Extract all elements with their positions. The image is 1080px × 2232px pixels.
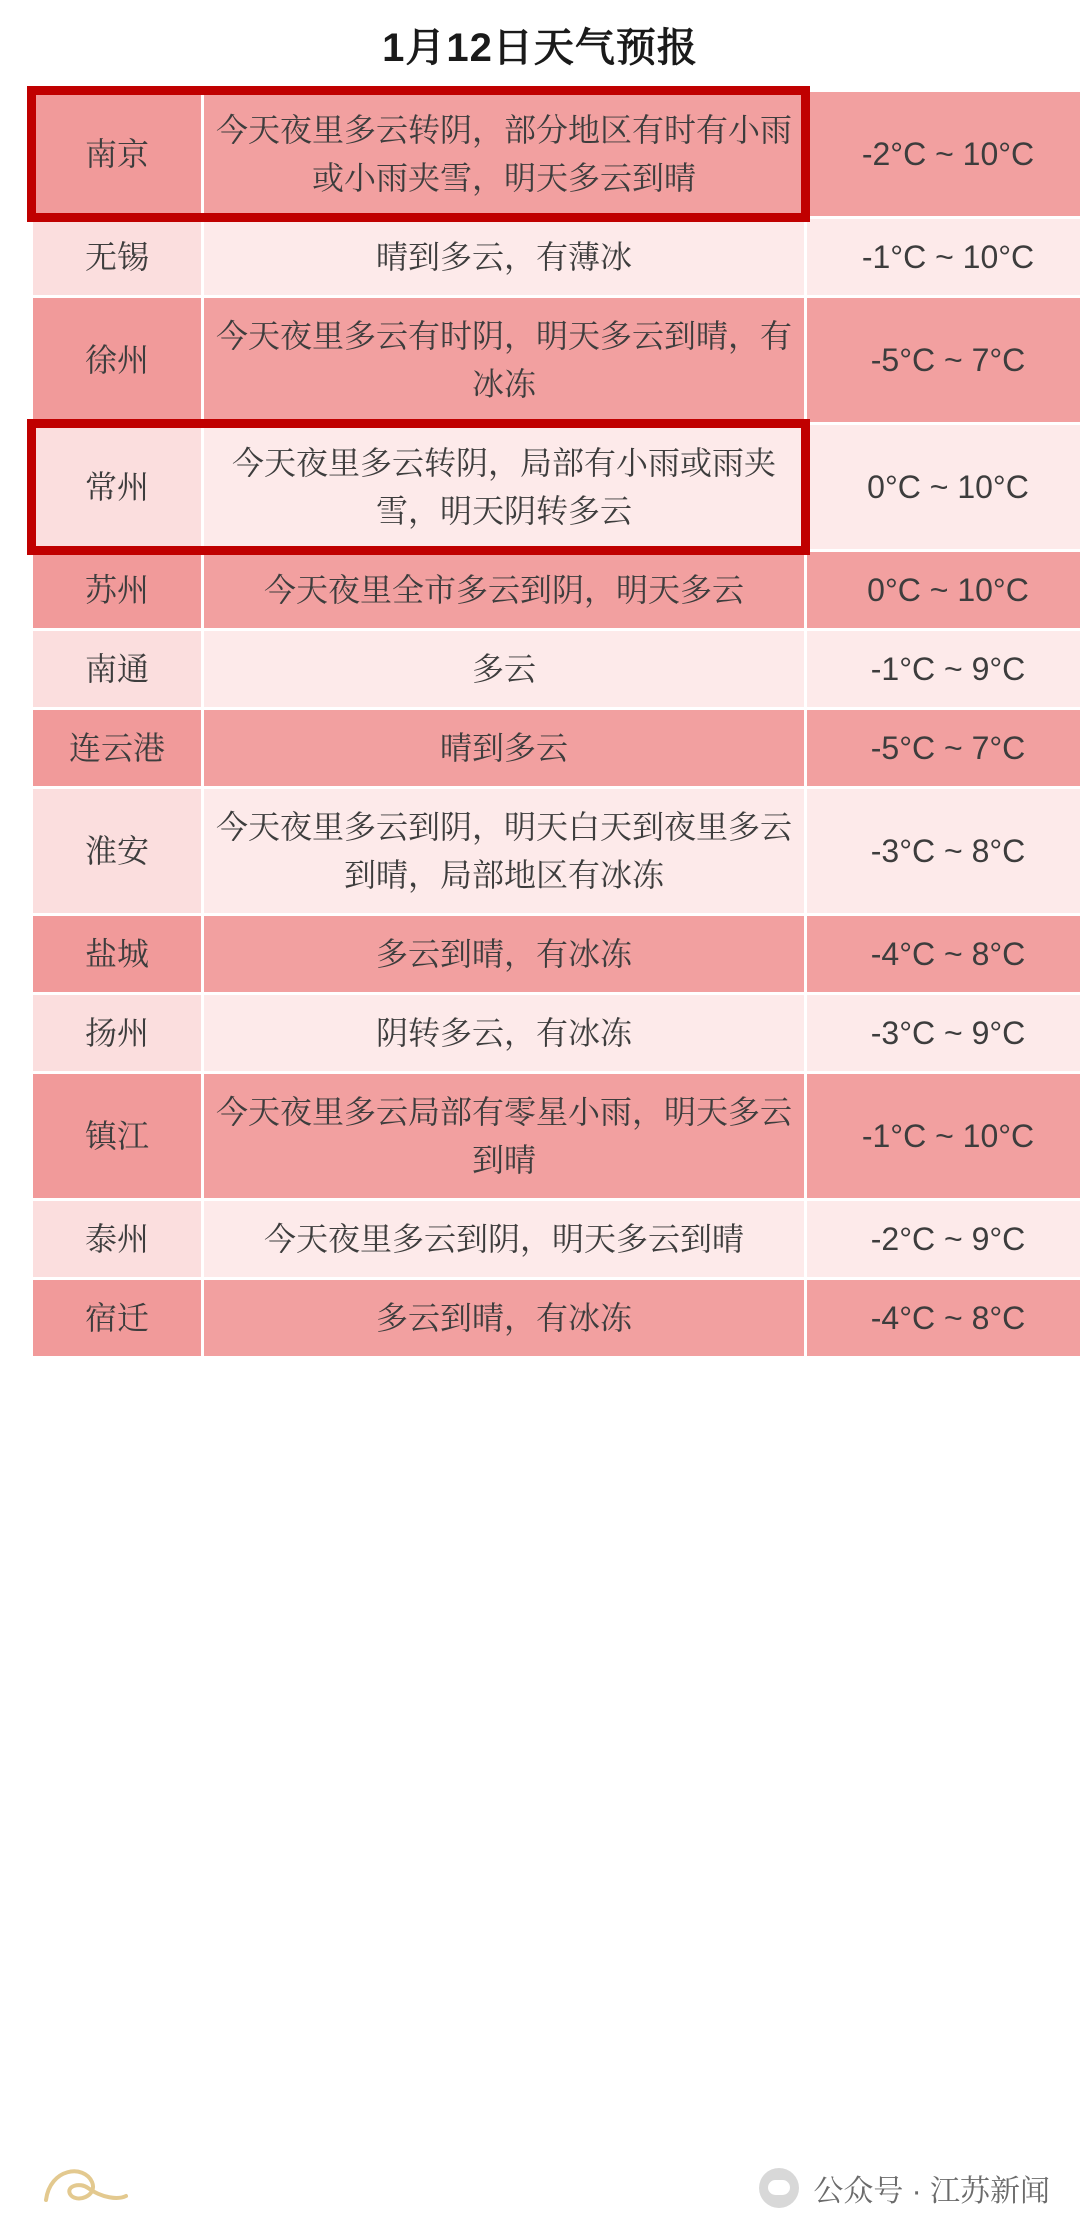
forecast-cell: 阴转多云，有冰冻	[204, 995, 804, 1071]
temperature-cell: -2°C ~ 10°C	[807, 92, 1080, 216]
weather-table-body	[33, 92, 1080, 1356]
official-account	[759, 2166, 1050, 2210]
table-row	[33, 219, 1080, 295]
table-row	[33, 1074, 1080, 1198]
temperature-cell: -5°C ~ 7°C	[807, 298, 1080, 422]
temperature-cell: -2°C ~ 9°C	[807, 1201, 1080, 1277]
table-row	[33, 425, 1080, 549]
city-cell: 泰州	[33, 1201, 201, 1277]
temperature-cell: -1°C ~ 10°C	[807, 1074, 1080, 1198]
forecast-cell: 今天夜里多云到阴，明天多云到晴	[204, 1201, 804, 1277]
city-cell: 无锡	[33, 219, 201, 295]
city-cell: 连云港	[33, 710, 201, 786]
city-cell: 南通	[33, 631, 201, 707]
table-row	[33, 552, 1080, 628]
forecast-cell: 今天夜里全市多云到阴，明天多云	[204, 552, 804, 628]
city-cell: 苏州	[33, 552, 201, 628]
forecast-cell: 晴到多云，有薄冰	[204, 219, 804, 295]
city-cell: 南京	[33, 92, 201, 216]
wechat-logo-icon	[759, 2168, 799, 2208]
city-cell: 徐州	[33, 298, 201, 422]
weather-table	[30, 89, 1080, 1359]
forecast-cell: 多云到晴，有冰冻	[204, 1280, 804, 1356]
temperature-cell: 0°C ~ 10°C	[807, 425, 1080, 549]
table-row	[33, 789, 1080, 913]
table-row	[33, 631, 1080, 707]
city-cell: 扬州	[33, 995, 201, 1071]
table-row	[33, 916, 1080, 992]
temperature-cell: -1°C ~ 10°C	[807, 219, 1080, 295]
table-row	[33, 995, 1080, 1071]
temperature-cell: -3°C ~ 9°C	[807, 995, 1080, 1071]
forecast-cell: 晴到多云	[204, 710, 804, 786]
temperature-cell: -4°C ~ 8°C	[807, 1280, 1080, 1356]
table-row	[33, 1280, 1080, 1356]
footer	[0, 2136, 1080, 2232]
temperature-cell: -3°C ~ 8°C	[807, 789, 1080, 913]
forecast-cell: 今天夜里多云局部有零星小雨，明天多云到晴	[204, 1074, 804, 1198]
forecast-cell: 多云到晴，有冰冻	[204, 916, 804, 992]
table-row	[33, 1201, 1080, 1277]
table-row	[33, 710, 1080, 786]
account-label: 公众号 · 江苏新闻	[813, 2175, 1050, 2208]
forecast-cell: 多云	[204, 631, 804, 707]
forecast-cell: 今天夜里多云有时阴，明天多云到晴，有冰冻	[204, 298, 804, 422]
forecast-cell: 今天夜里多云转阴，局部有小雨或雨夹雪，明天阴转多云	[204, 425, 804, 549]
temperature-cell: -1°C ~ 9°C	[807, 631, 1080, 707]
table-row	[33, 92, 1080, 216]
table-row	[33, 298, 1080, 422]
city-cell: 淮安	[33, 789, 201, 913]
city-cell: 宿迁	[33, 1280, 201, 1356]
city-cell: 常州	[33, 425, 201, 549]
forecast-cell: 今天夜里多云转阴，部分地区有时有小雨或小雨夹雪，明天多云到晴	[204, 92, 804, 216]
temperature-cell: 0°C ~ 10°C	[807, 552, 1080, 628]
page-title: 1月12日天气预报	[382, 26, 698, 70]
temperature-cell: -4°C ~ 8°C	[807, 916, 1080, 992]
decorative-scribble-icon	[40, 2156, 130, 2214]
forecast-cell: 今天夜里多云到阴，明天白天到夜里多云到晴，局部地区有冰冻	[204, 789, 804, 913]
temperature-cell: -5°C ~ 7°C	[807, 710, 1080, 786]
weather-table-wrapper	[30, 89, 1050, 1359]
city-cell: 镇江	[33, 1074, 201, 1198]
city-cell: 盐城	[33, 916, 201, 992]
